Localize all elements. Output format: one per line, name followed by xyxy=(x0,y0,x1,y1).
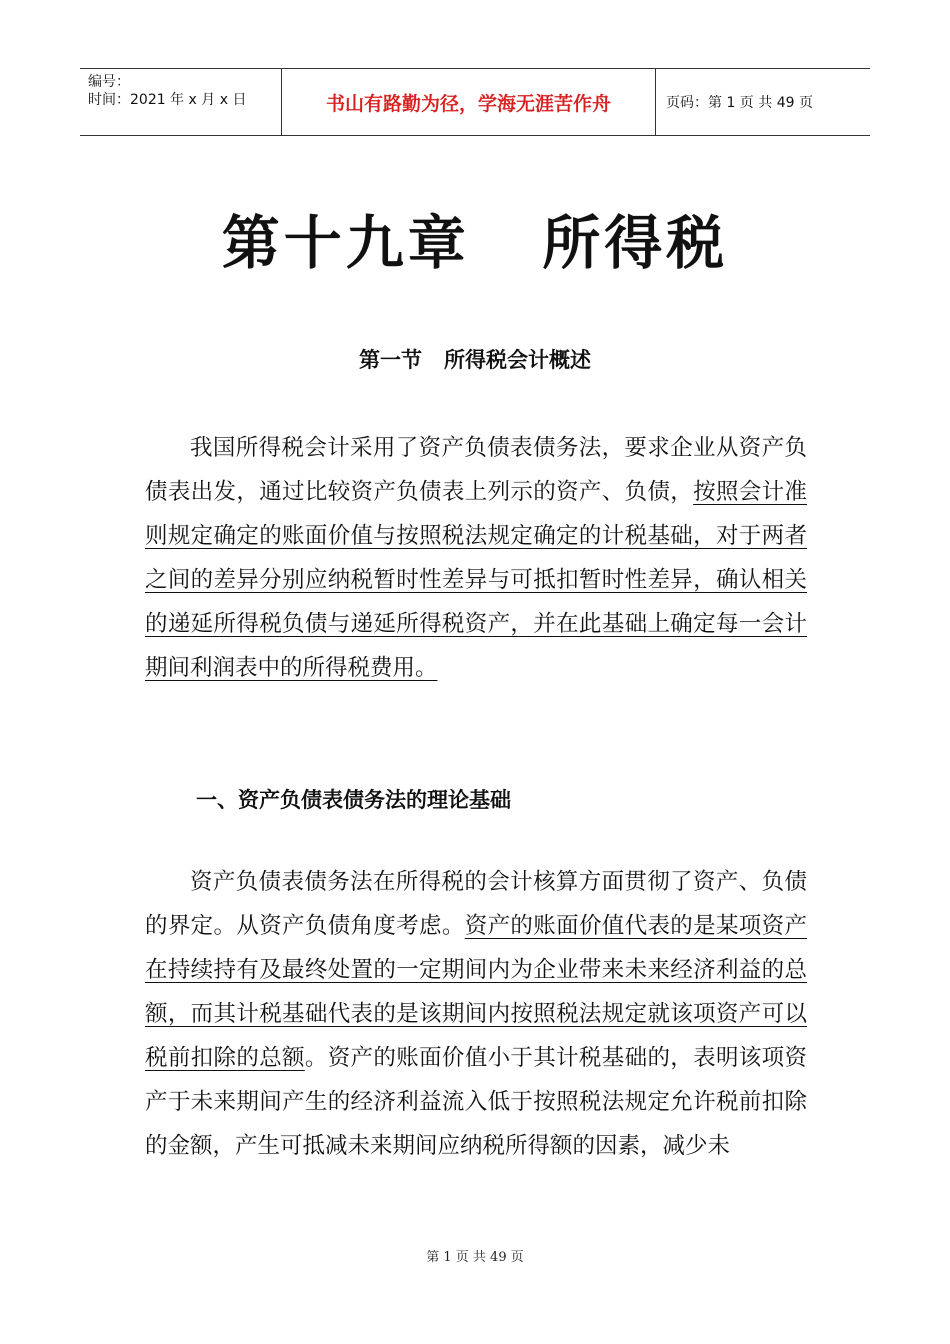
paragraph-1-plain: 我国所得税会计采用了资产负债表债务法，要求企业从资产负债表出发，通过比较资产负债表上列示的资产、负债， xyxy=(145,435,807,505)
paragraph-2 xyxy=(145,860,807,1168)
subsection-heading: 一、资产负债表债务法的理论基础 xyxy=(196,788,511,812)
header-meta xyxy=(80,69,282,135)
header-page-info: 页码：第 1 页 共 49 页 xyxy=(666,95,813,111)
document-header xyxy=(80,68,870,136)
paragraph-2-plain-end: 。资产的账面价值小于其计税基础的，表明该项资产于未来期间产生的经济利益流入低于按照税法规定允许税前扣除的金额，产生可抵减未来期间应纳税所得额的因素，减少未 xyxy=(145,1045,807,1159)
section-title: 第一节 所得税会计概述 xyxy=(359,348,591,372)
paragraph-1 xyxy=(145,426,807,690)
paragraph-2-underlined: 资产的账面价值代表的是某项资产在持续持有及最终处置的一定期间内为企业带来未来经济利益的总额，而其计税基础代表的是该期间内按照税法规定就该项资产可以税前扣除的总额 xyxy=(145,913,807,1071)
time-label: 时间：2021 年 x 月 x 日 xyxy=(88,92,247,108)
paragraph-2-plain-start: 资产负债表债务法在所得税的会计核算方面贯彻了资产、负债的界定。从资产负债角度考虑。 xyxy=(145,869,807,939)
paragraph-1-underlined: 按照会计准则规定确定的账面价值与按照税法规定确定的计税基础，对于两者之间的差异分别应纳税暂时性差异与可抵扣暂时性差异，确认相关的递延所得税负债与递延所得税资产，并在此基础上确定每一会计期间利润表中的所得税费用。 xyxy=(145,479,807,681)
page-footer: 第 1 页 共 49 页 xyxy=(426,1250,524,1265)
header-motto: 书山有路勤为径，学海无涯苦作舟 xyxy=(282,69,656,135)
chapter-title: 第十九章 所得税 xyxy=(221,209,729,277)
number-label: 编号： xyxy=(88,74,130,90)
